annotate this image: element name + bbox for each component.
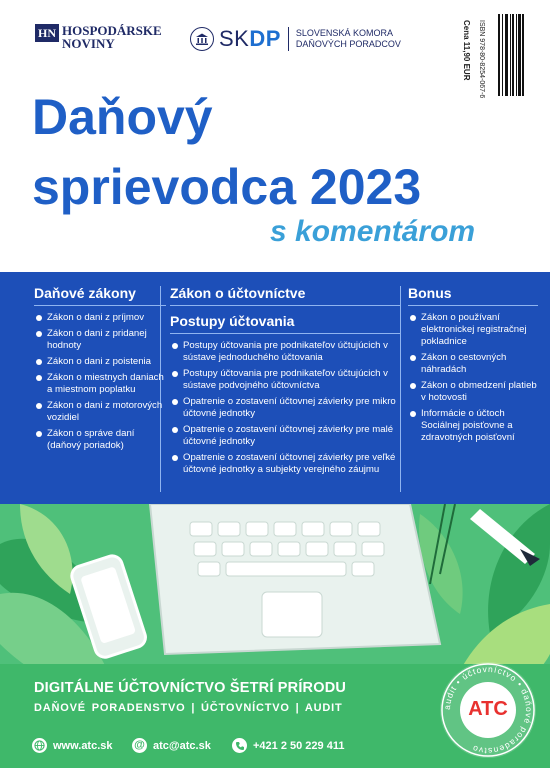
list-item: Opatrenie o zostavení účtovnej závierky pre veľké účtovné jednotky a subjekty verejného záujmu <box>170 452 400 476</box>
atc-badge-labels <box>438 660 538 760</box>
column-tax-laws <box>34 284 166 456</box>
contact-email[interactable]: @ atc@atc.sk <box>132 738 211 753</box>
contents-panel <box>0 272 550 504</box>
skdp-divider <box>288 27 289 51</box>
skdp-logo <box>190 26 401 52</box>
tax-laws-list <box>34 312 166 452</box>
at-sign-icon: @ <box>132 738 147 753</box>
skdp-subtitle: SLOVENSKÁ KOMORA DAŇOVÝCH PORADCOV <box>295 28 401 49</box>
column-divider <box>400 286 401 492</box>
globe-icon <box>32 738 47 753</box>
contact-web[interactable]: www.atc.sk <box>32 738 113 753</box>
column-heading: Bonus <box>408 284 538 306</box>
phone-icon <box>232 738 247 753</box>
list-item: Zákon o dani z pridanej hodnoty <box>34 328 166 352</box>
hn-logo-text: HOSPODÁRSKE NOVINY <box>62 23 162 51</box>
list-item: Zákon o dani z poistenia <box>34 356 166 368</box>
list-item: Zákon o cestovných náhradách <box>408 352 538 376</box>
atc-ring-label: audit • účtovníctvo • daňové poradenstvo <box>441 663 535 757</box>
accounting-list <box>170 340 400 476</box>
list-item: Zákon o dani z príjmov <box>34 312 166 324</box>
column-heading: Daňové zákony <box>34 284 166 306</box>
isbn-label: ISBN 978-80-8254-067-6 <box>478 20 485 99</box>
title-line-1: Daňový <box>32 89 213 145</box>
list-item: Zákon o dani z motorových vozidiel <box>34 400 166 424</box>
subtitle: s komentárom <box>270 215 476 248</box>
bonus-list <box>408 312 538 444</box>
list-item: Informácie o účtoch Sociálnej poisťovne a zdravotných poisťovní <box>408 408 538 444</box>
title-line-2: sprievodca 2023 <box>32 159 422 215</box>
list-item: Opatrenie o zostavení účtovnej závierky pre malé účtovné jednotky <box>170 424 400 448</box>
list-item: Zákon o miestnych daniach a miestnom poplatku <box>34 372 166 396</box>
hn-logo-box: HN <box>35 24 59 42</box>
building-icon <box>190 27 214 51</box>
column-heading: Zákon o účtovníctve <box>170 284 400 306</box>
list-item: Zákon o obmedzení platieb v hotovosti <box>408 380 538 404</box>
list-item: Postupy účtovania pre podnikateľov účtujúcich v sústave jednoduchého účtovania <box>170 340 400 364</box>
price-label: Cena 11,90 EUR <box>462 20 471 81</box>
services-line: DAŇOVÉ PORADENSTVO | ÚČTOVNÍCTVO | AUDIT <box>34 702 343 714</box>
column-accounting <box>170 284 400 480</box>
atc-logo-text: ATC <box>468 698 508 720</box>
list-item: Opatrenie o zostavení účtovnej závierky pre mikro účtovné jednotky <box>170 396 400 420</box>
list-item: Zákon o správe daní (daňový poriadok) <box>34 428 166 452</box>
contact-phone[interactable]: +421 2 50 229 411 <box>232 738 344 753</box>
column-heading: Postupy účtovania <box>170 312 400 334</box>
list-item: Postupy účtovania pre podnikateľov účtujúcich v sústave podvojného účtovníctva <box>170 368 400 392</box>
skdp-name: SKDP <box>219 26 281 51</box>
hn-logo <box>35 24 162 50</box>
list-item: Zákon o používaní elektronickej registračnej pokladnice <box>408 312 538 348</box>
cover-header <box>0 0 550 272</box>
column-bonus <box>408 284 538 448</box>
slogan: DIGITÁLNE ÚČTOVNÍCTVO ŠETRÍ PRÍRODU <box>34 680 347 696</box>
